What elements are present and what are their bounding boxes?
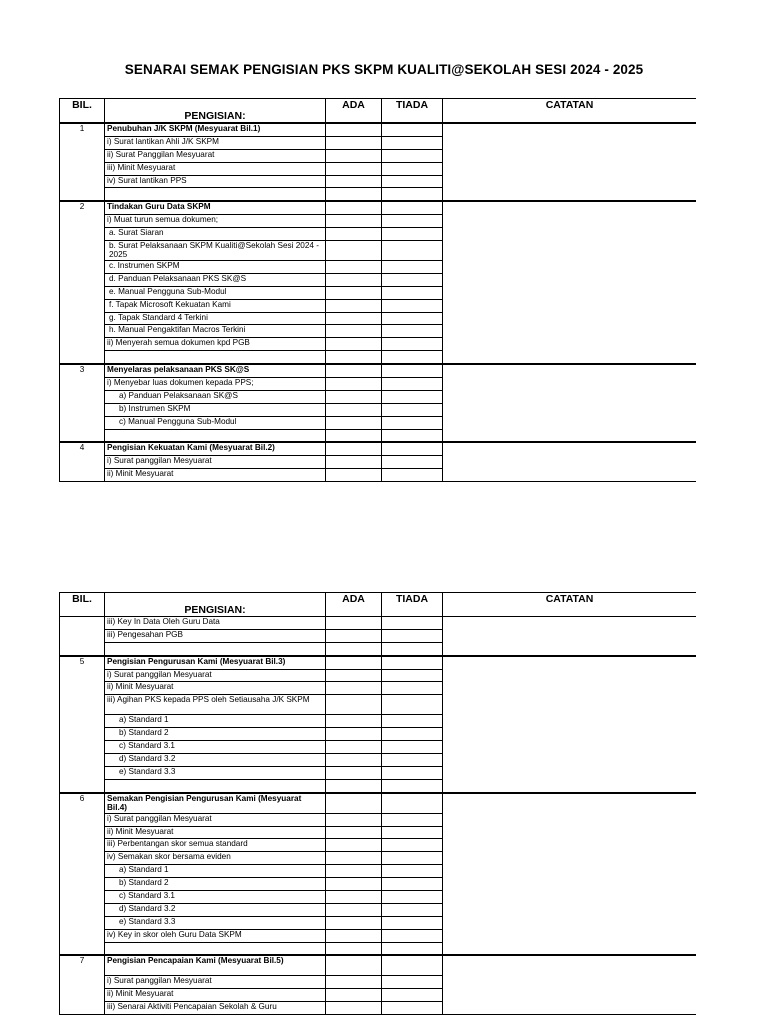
tiada-cell[interactable] [382, 669, 443, 682]
checklist-item: ii) Minit Mesyuarat [105, 469, 326, 482]
checklist-item: a) Standard 1 [105, 715, 326, 728]
checklist-item: i) Surat panggilan Mesyuarat [105, 456, 326, 469]
ada-cell[interactable] [326, 351, 382, 364]
col-header-ada: ADA [326, 99, 382, 124]
tiada-cell[interactable] [382, 715, 443, 728]
checklist-item: e. Manual Pengguna Sub-Modul [105, 286, 326, 299]
ada-cell[interactable] [326, 989, 382, 1002]
checklist-table-page-2 [59, 592, 696, 1024]
checklist-item: i) Surat panggilan Mesyuarat [105, 813, 326, 826]
checklist-item: iv) Semakan skor bersama eviden [105, 852, 326, 865]
checklist-item: ii) Minit Mesyuarat [105, 826, 326, 839]
section-number: 5 [60, 656, 105, 793]
ada-cell[interactable] [326, 201, 382, 214]
ada-cell[interactable] [326, 442, 382, 455]
tiada-cell[interactable] [382, 312, 443, 325]
checklist-item [105, 429, 326, 442]
checklist-item: b) Standard 2 [105, 878, 326, 891]
catatan-cell[interactable] [443, 364, 697, 442]
tiada-cell[interactable] [382, 942, 443, 955]
ada-cell[interactable] [326, 642, 382, 655]
col-header-catatan: CATATAN [443, 99, 697, 124]
ada-cell[interactable] [326, 779, 382, 792]
checklist-item: iii) Minit Mesyuarat [105, 162, 326, 175]
ada-cell[interactable] [326, 682, 382, 695]
tiada-cell[interactable] [382, 766, 443, 779]
checklist-item: h. Manual Pengaktifan Macros Terkini [105, 325, 326, 338]
ada-cell[interactable] [326, 865, 382, 878]
ada-cell[interactable] [326, 469, 382, 482]
checklist-item: b) Instrumen SKPM [105, 403, 326, 416]
tiada-cell[interactable] [382, 175, 443, 188]
checklist-item: i) Surat panggilan Mesyuarat [105, 669, 326, 682]
ada-cell[interactable] [326, 976, 382, 989]
checklist-item: Pengisian Kekuatan Kami (Mesyuarat Bil.2) [105, 442, 326, 455]
table-row [60, 364, 697, 377]
tiada-cell[interactable] [382, 779, 443, 792]
checklist-item [105, 351, 326, 364]
checklist-item: c. Instrumen SKPM [105, 261, 326, 274]
checklist-item [105, 942, 326, 955]
tiada-cell[interactable] [382, 695, 443, 715]
checklist-table-page-1 [59, 98, 696, 484]
tiada-cell[interactable] [382, 149, 443, 162]
checklist-item [105, 779, 326, 792]
ada-cell[interactable] [326, 149, 382, 162]
tiada-cell[interactable] [382, 642, 443, 655]
tiada-cell[interactable] [382, 741, 443, 754]
tiada-cell[interactable] [382, 852, 443, 865]
ada-cell[interactable] [326, 338, 382, 351]
col-header-bil: BIL. [60, 593, 105, 617]
tiada-cell[interactable] [382, 351, 443, 364]
table-row [60, 656, 697, 669]
tiada-cell[interactable] [382, 617, 443, 630]
page-cut [59, 484, 696, 486]
checklist-item: iii) Agihan PKS kepada PPS oleh Setiausaha J/K SKPM [105, 695, 326, 715]
ada-cell[interactable] [326, 741, 382, 754]
ada-cell[interactable] [326, 123, 382, 136]
checklist-item: e) Standard 3.3 [105, 916, 326, 929]
tiada-cell[interactable] [382, 442, 443, 455]
ada-cell[interactable] [326, 1002, 382, 1015]
ada-cell[interactable] [326, 766, 382, 779]
table-row [60, 793, 697, 814]
tiada-cell[interactable] [382, 215, 443, 228]
col-header-pengisian: PENGISIAN: [105, 593, 326, 617]
col-header-ada: ADA [326, 593, 382, 617]
col-header-tiada: TIADA [382, 99, 443, 124]
checklist-item: iii) Senarai Aktiviti Pencapaian Sekolah & Guru [105, 1002, 326, 1015]
ada-cell[interactable] [326, 312, 382, 325]
checklist-item: b) Standard 2 [105, 728, 326, 741]
tiada-cell[interactable] [382, 228, 443, 241]
checklist-item [105, 188, 326, 201]
checklist-item: d) Standard 3.2 [105, 903, 326, 916]
ada-cell[interactable] [326, 286, 382, 299]
ada-cell[interactable] [326, 891, 382, 904]
tiada-cell[interactable] [382, 955, 443, 976]
table-row [60, 955, 697, 976]
checklist-item: i) Muat turun semua dokumen; [105, 215, 326, 228]
page-title: SENARAI SEMAK PENGISIAN PKS SKPM KUALITI@SEKOLAH SESI 2024 - 2025 [124, 62, 644, 77]
checklist-item: c) Standard 3.1 [105, 891, 326, 904]
checklist-item: iv) Key in skor oleh Guru Data SKPM [105, 929, 326, 942]
tiada-cell[interactable] [382, 429, 443, 442]
catatan-cell[interactable] [443, 123, 697, 201]
tiada-cell[interactable] [382, 813, 443, 826]
tiada-cell[interactable] [382, 416, 443, 429]
checklist-item: d. Panduan Pelaksanaan PKS SK@S [105, 273, 326, 286]
ada-cell[interactable] [326, 416, 382, 429]
tiada-cell[interactable] [382, 826, 443, 839]
catatan-cell[interactable] [443, 201, 697, 364]
ada-cell[interactable] [326, 839, 382, 852]
ada-cell[interactable] [326, 273, 382, 286]
ada-cell[interactable] [326, 878, 382, 891]
catatan-cell[interactable] [443, 793, 697, 956]
tiada-cell[interactable] [382, 989, 443, 1002]
checklist-item: b. Surat Pelaksanaan SKPM Kualiti@Sekolah Sesi 2024 - 2025 [105, 241, 326, 261]
tiada-cell[interactable] [382, 878, 443, 891]
ada-cell[interactable] [326, 617, 382, 630]
tiada-cell[interactable] [382, 378, 443, 391]
ada-cell[interactable] [326, 188, 382, 201]
ada-cell[interactable] [326, 364, 382, 377]
table-row [60, 201, 697, 214]
tiada-cell[interactable] [382, 136, 443, 149]
ada-cell[interactable] [326, 695, 382, 715]
tiada-cell[interactable] [382, 891, 443, 904]
ada-cell[interactable] [326, 793, 382, 814]
checklist-item: a) Standard 1 [105, 865, 326, 878]
ada-cell[interactable] [326, 656, 382, 669]
tiada-cell[interactable] [382, 201, 443, 214]
ada-cell[interactable] [326, 215, 382, 228]
ada-cell[interactable] [326, 136, 382, 149]
ada-cell[interactable] [326, 629, 382, 642]
checklist-item: ii) Surat Panggilan Mesyuarat [105, 149, 326, 162]
checklist-item: e) Standard 3.3 [105, 766, 326, 779]
ada-cell[interactable] [326, 390, 382, 403]
tiada-cell[interactable] [382, 299, 443, 312]
section-number: 6 [60, 793, 105, 956]
ada-cell[interactable] [326, 715, 382, 728]
ada-cell[interactable] [326, 241, 382, 261]
section-number [60, 617, 105, 656]
col-header-tiada: TIADA [382, 593, 443, 617]
catatan-cell[interactable] [443, 656, 697, 793]
ada-cell[interactable] [326, 929, 382, 942]
checklist-item: Menyelaras pelaksanaan PKS SK@S [105, 364, 326, 377]
table-row [60, 442, 697, 455]
tiada-cell[interactable] [382, 903, 443, 916]
ada-cell[interactable] [326, 852, 382, 865]
ada-cell[interactable] [326, 728, 382, 741]
tiada-cell[interactable] [382, 682, 443, 695]
tiada-cell[interactable] [382, 865, 443, 878]
ada-cell[interactable] [326, 754, 382, 767]
checklist-item: c) Manual Pengguna Sub-Modul [105, 416, 326, 429]
tiada-cell[interactable] [382, 162, 443, 175]
tiada-cell[interactable] [382, 241, 443, 261]
tiada-cell[interactable] [382, 364, 443, 377]
tiada-cell[interactable] [382, 839, 443, 852]
table-row [60, 617, 697, 630]
checklist-item: i) Menyebar luas dokumen kepada PPS; [105, 378, 326, 391]
ada-cell[interactable] [326, 669, 382, 682]
tiada-cell[interactable] [382, 261, 443, 274]
ada-cell[interactable] [326, 813, 382, 826]
tiada-cell[interactable] [382, 390, 443, 403]
tiada-cell[interactable] [382, 793, 443, 814]
ada-cell[interactable] [326, 175, 382, 188]
ada-cell[interactable] [326, 916, 382, 929]
tiada-cell[interactable] [382, 929, 443, 942]
checklist-item: g. Tapak Standard 4 Terkini [105, 312, 326, 325]
tiada-cell[interactable] [382, 123, 443, 136]
tiada-cell[interactable] [382, 188, 443, 201]
catatan-cell[interactable] [443, 442, 697, 481]
tiada-cell[interactable] [382, 728, 443, 741]
section-number: 1 [60, 123, 105, 201]
ada-cell[interactable] [326, 456, 382, 469]
tiada-cell[interactable] [382, 286, 443, 299]
checklist-item: Tindakan Guru Data SKPM [105, 201, 326, 214]
checklist-item: a) Panduan Pelaksanaan SK@S [105, 390, 326, 403]
section-number: 4 [60, 442, 105, 481]
catatan-cell[interactable] [443, 955, 697, 1014]
checklist-item: c) Standard 3.1 [105, 741, 326, 754]
checklist-item: d) Standard 3.2 [105, 754, 326, 767]
checklist-item: Pengisian Pengurusan Kami (Mesyuarat Bil.3) [105, 656, 326, 669]
tiada-cell[interactable] [382, 916, 443, 929]
checklist-item: f. Tapak Microsoft Kekuatan Kami [105, 299, 326, 312]
ada-cell[interactable] [326, 942, 382, 955]
tiada-cell[interactable] [382, 629, 443, 642]
col-header-pengisian: PENGISIAN: [105, 99, 326, 124]
checklist-item [105, 642, 326, 655]
checklist-item: ii) Menyerah semua dokumen kpd PGB [105, 338, 326, 351]
ada-cell[interactable] [326, 403, 382, 416]
ada-cell[interactable] [326, 162, 382, 175]
checklist-item: ii) Minit Mesyuarat [105, 989, 326, 1002]
section-number: 2 [60, 201, 105, 364]
checklist-item: ii) Minit Mesyuarat [105, 682, 326, 695]
tiada-cell[interactable] [382, 456, 443, 469]
checklist-item: a. Surat Siaran [105, 228, 326, 241]
col-header-bil: BIL. [60, 99, 105, 124]
tiada-cell[interactable] [382, 754, 443, 767]
tiada-cell[interactable] [382, 273, 443, 286]
ada-cell[interactable] [326, 903, 382, 916]
table-row [60, 123, 697, 136]
tiada-cell[interactable] [382, 1002, 443, 1015]
checklist-item: Pengisian Pencapaian Kami (Mesyuarat Bil.5) [105, 955, 326, 976]
section-number: 3 [60, 364, 105, 442]
checklist-item: iii) Key In Data Oleh Guru Data [105, 617, 326, 630]
section-number: 7 [60, 955, 105, 1014]
col-header-catatan: CATATAN [443, 593, 697, 617]
checklist-item: i) Surat lantikan Ahli J/K SKPM [105, 136, 326, 149]
ada-cell[interactable] [326, 826, 382, 839]
tiada-cell[interactable] [382, 325, 443, 338]
ada-cell[interactable] [326, 429, 382, 442]
tiada-cell[interactable] [382, 338, 443, 351]
tiada-cell[interactable] [382, 976, 443, 989]
checklist-item: iii) Pengesahan PGB [105, 629, 326, 642]
checklist-item: iii) Perbentangan skor semua standard [105, 839, 326, 852]
tiada-cell[interactable] [382, 656, 443, 669]
ada-cell[interactable] [326, 325, 382, 338]
ada-cell[interactable] [326, 261, 382, 274]
ada-cell[interactable] [326, 299, 382, 312]
ada-cell[interactable] [326, 955, 382, 976]
checklist-item: iv) Surat lantikan PPS [105, 175, 326, 188]
ada-cell[interactable] [326, 228, 382, 241]
catatan-cell[interactable] [443, 617, 697, 656]
tiada-cell[interactable] [382, 403, 443, 416]
ada-cell[interactable] [326, 378, 382, 391]
tiada-cell[interactable] [382, 469, 443, 482]
checklist-item: Penubuhan J/K SKPM (Mesyuarat Bil.1) [105, 123, 326, 136]
checklist-item: i) Surat panggilan Mesyuarat [105, 976, 326, 989]
checklist-item: Semakan Pengisian Pengurusan Kami (Mesyuarat Bil.4) [105, 793, 326, 814]
